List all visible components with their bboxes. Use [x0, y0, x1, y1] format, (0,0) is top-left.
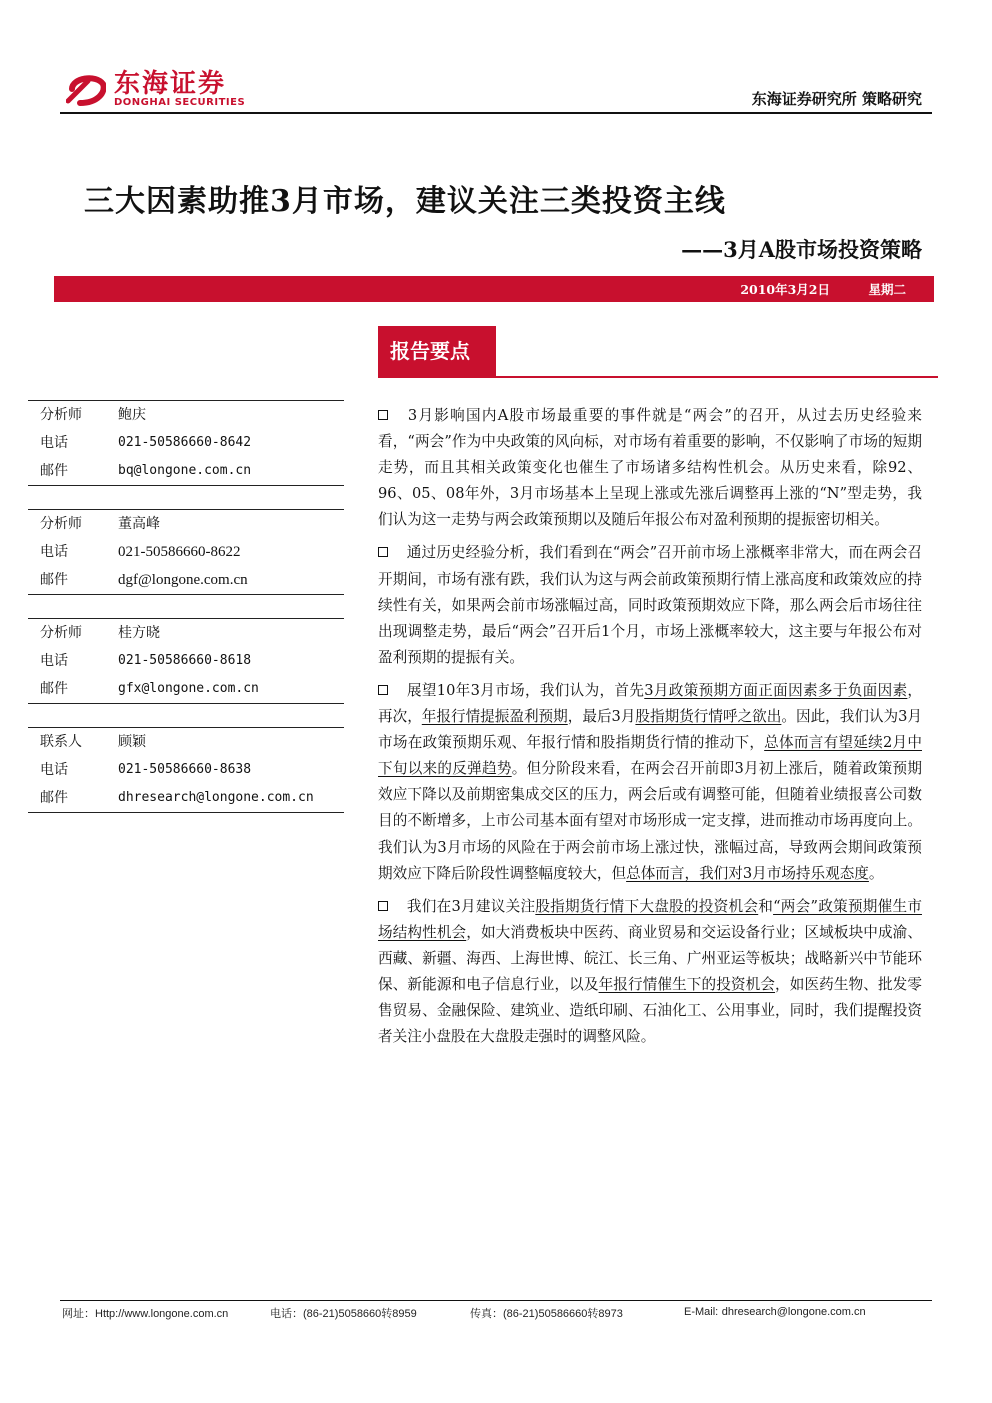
- highlighted-text: 股指期货行情呼之欲出: [635, 708, 782, 726]
- website-link[interactable]: Http://www.longone.com.cn: [95, 1308, 229, 1320]
- point-text: 。因此，我们认为3月市场在政策预期乐观、年报行情和股指期货行情的推动下，: [378, 708, 923, 752]
- contact-phone-row: [28, 429, 344, 457]
- role-label: 联系人: [40, 734, 82, 750]
- footer-email-link[interactable]: dhresearch@longone.com.cn: [721, 1306, 866, 1318]
- contact-email-row: [28, 457, 344, 485]
- key-point: [378, 678, 922, 887]
- point-text: ，如大消费板块中医药、商业贸易和交运设备行业；区域板块中成渝、西藏、新疆、海西、上海世博、皖江、长三角、广州亚运等板块；战略新兴中节能环保、新能源和电子信息行业，以及: [378, 923, 922, 993]
- report-date: 2010年3月2日: [740, 282, 830, 297]
- contact-phone: 021-50586660-8638: [118, 762, 252, 777]
- company-logo: [66, 70, 266, 110]
- fax-label: 传真：: [470, 1307, 503, 1320]
- section-divider: [378, 376, 938, 378]
- contact-phone: 021-50586660-8642: [118, 435, 252, 450]
- point-text: 。但分阶段来看，在两会召开前即3月初上涨后，随着政策预期效应下降以及前期密集成交区的压力，两会后或有调整可能，但随着业绩报喜公司数目的不断增多，上市公司基本面有望对市场形成一定支撑，进而推动市场再度向上。我们认为3月市场的风险在于两会前市场上涨过快，涨幅过高，导致两会期间政策预期效应下降后阶段性调整幅度较大，但: [378, 760, 922, 882]
- department-label: 东海证券研究所 策略研究: [751, 90, 922, 108]
- contact-email-row: [28, 675, 344, 703]
- website-label: 网址：: [62, 1307, 95, 1320]
- point-text: 展望10年3月市场，我们认为，首先: [406, 681, 645, 699]
- report-weekday: 星期二: [868, 282, 906, 297]
- key-point: [378, 540, 922, 670]
- highlighted-text: 3月政策预期方面正面因素多于负面因素: [644, 681, 908, 699]
- footer-phone-number: (86-21)5058660转8959: [303, 1308, 417, 1320]
- key-point: [378, 894, 922, 1051]
- phone-label: 电话: [40, 435, 68, 451]
- point-text: ，如医药生物、批发零售贸易、金融保险、建筑业、造纸印刷、石油化工、公用事业，同时，我们提醒投资者关注小盘股在大盘股走强时的调整风险。: [378, 975, 922, 1046]
- donghai-logo-icon: [66, 72, 106, 106]
- contact-name-row: [28, 401, 344, 429]
- logo-english-text: DONGHAI SECURITIES: [114, 97, 246, 108]
- contact-email-link[interactable]: gfx@longone.com.cn: [118, 681, 259, 696]
- section-heading: 报告要点: [378, 326, 496, 376]
- contact-name-row: [28, 510, 344, 538]
- contact-card: [28, 400, 344, 486]
- checkbox-bullet-icon: [378, 685, 388, 695]
- email-label: 邮件: [40, 463, 68, 479]
- point-text: 和: [758, 897, 774, 915]
- checkbox-bullet-icon: [378, 901, 388, 911]
- phone-label: 电话: [40, 544, 68, 560]
- contact-name: 桂方晓: [118, 625, 160, 641]
- contact-phone: 021-50586660-8618: [118, 653, 252, 668]
- contact-name: 鲍庆: [118, 407, 146, 423]
- point-text: 我们在3月建议关注: [406, 897, 536, 915]
- checkbox-bullet-icon: [378, 547, 388, 557]
- highlighted-text: 总体而言，我们对3月市场持乐观态度: [626, 864, 869, 882]
- footer-fax-number: (86-21)50586660转8973: [503, 1308, 623, 1320]
- contact-phone-row: [28, 538, 344, 566]
- contact-phone-row: [28, 647, 344, 675]
- footer-phone: [270, 1305, 417, 1321]
- date-bar: [54, 276, 934, 302]
- email-label: 邮件: [40, 681, 68, 697]
- contact-card: [28, 618, 344, 704]
- contact-card: [28, 509, 344, 595]
- highlighted-text: 股指期货行情下大盘股的投资机会: [535, 897, 759, 915]
- logo-chinese-text: 东海证券: [114, 69, 227, 99]
- phone-label: 电话: [40, 762, 68, 778]
- report-subtitle: ——3月A股市场投资策略: [681, 237, 922, 262]
- point-text: ，最后3月: [567, 708, 636, 726]
- highlighted-text: 总体而言有望延续2月中下旬以来的反弹趋势: [378, 734, 922, 778]
- role-label: 分析师: [40, 625, 82, 641]
- footer-fax: [470, 1305, 623, 1321]
- contact-name-row: [28, 728, 344, 756]
- role-label: 分析师: [40, 407, 82, 423]
- highlighted-text: 年报行情催生下的投资机会: [598, 975, 776, 993]
- phone-label: 电话：: [270, 1307, 303, 1320]
- footer-email: [684, 1305, 866, 1318]
- report-title: 三大因素助推3月市场，建议关注三类投资主线: [84, 184, 726, 219]
- point-text: ，再次，: [378, 681, 923, 726]
- highlighted-text: 年报行情提振盈利预期: [421, 708, 568, 726]
- checkbox-bullet-icon: [378, 410, 388, 420]
- header-divider: [60, 112, 932, 114]
- email-label: 邮件: [40, 790, 68, 806]
- email-label: E-Mail:: [684, 1306, 719, 1318]
- contact-name-row: [28, 619, 344, 647]
- contact-phone-row: [28, 756, 344, 784]
- contact-email-link[interactable]: bq@longone.com.cn: [118, 463, 252, 478]
- footer-website: [62, 1305, 228, 1321]
- role-label: 分析师: [40, 516, 82, 532]
- key-points-list: [378, 403, 922, 1057]
- point-text: 3月影响国内A股市场最重要的事件就是“两会”的召开，从过去历史经验来看，“两会”作为中央政策的风向标，对市场有着重要的影响，不仅影响了市场的短期走势，而且其相关政策变化也催生了市场诸多结构性机会。从历史来看，除92、96、05、08年外，3月市场基本上呈现上涨或先涨后调整再上涨的“N”型走势，我们认为这一走势与两会政策预期以及随后年报公布对盈利预期的提振密切相关。: [378, 407, 923, 529]
- contact-name: 顾颖: [118, 734, 146, 750]
- contact-card: [28, 727, 344, 813]
- contact-list: [28, 400, 344, 836]
- contact-email-link[interactable]: dhresearch@longone.com.cn: [118, 790, 314, 805]
- contact-email-row: [28, 566, 344, 594]
- phone-label: 电话: [40, 653, 68, 669]
- point-text: 通过历史经验分析，我们看到在“两会”召开前市场上涨概率非常大，而在两会召开期间，市场有涨有跌，我们认为这与两会前政策预期行情上涨高度和政策效应的持续性有关，如果两会前市场涨幅过高，同时政策预期效应下降，那么两会后市场往往出现调整走势，最后“两会”召开后1个月，市场上涨概率较大，这主要与年报公布对盈利预期的提振有关。: [378, 544, 922, 666]
- highlighted-text: “两会”政策预期催生市场结构性机会: [378, 897, 922, 941]
- footer-divider: [60, 1300, 932, 1301]
- contact-email-link[interactable]: dgf@longone.com.cn: [118, 572, 248, 588]
- contact-name: 董高峰: [118, 516, 160, 532]
- key-point: [378, 403, 922, 533]
- point-text: 。: [868, 864, 884, 882]
- email-label: 邮件: [40, 572, 68, 588]
- contact-email-row: [28, 784, 344, 812]
- contact-phone: 021-50586660-8622: [118, 544, 241, 560]
